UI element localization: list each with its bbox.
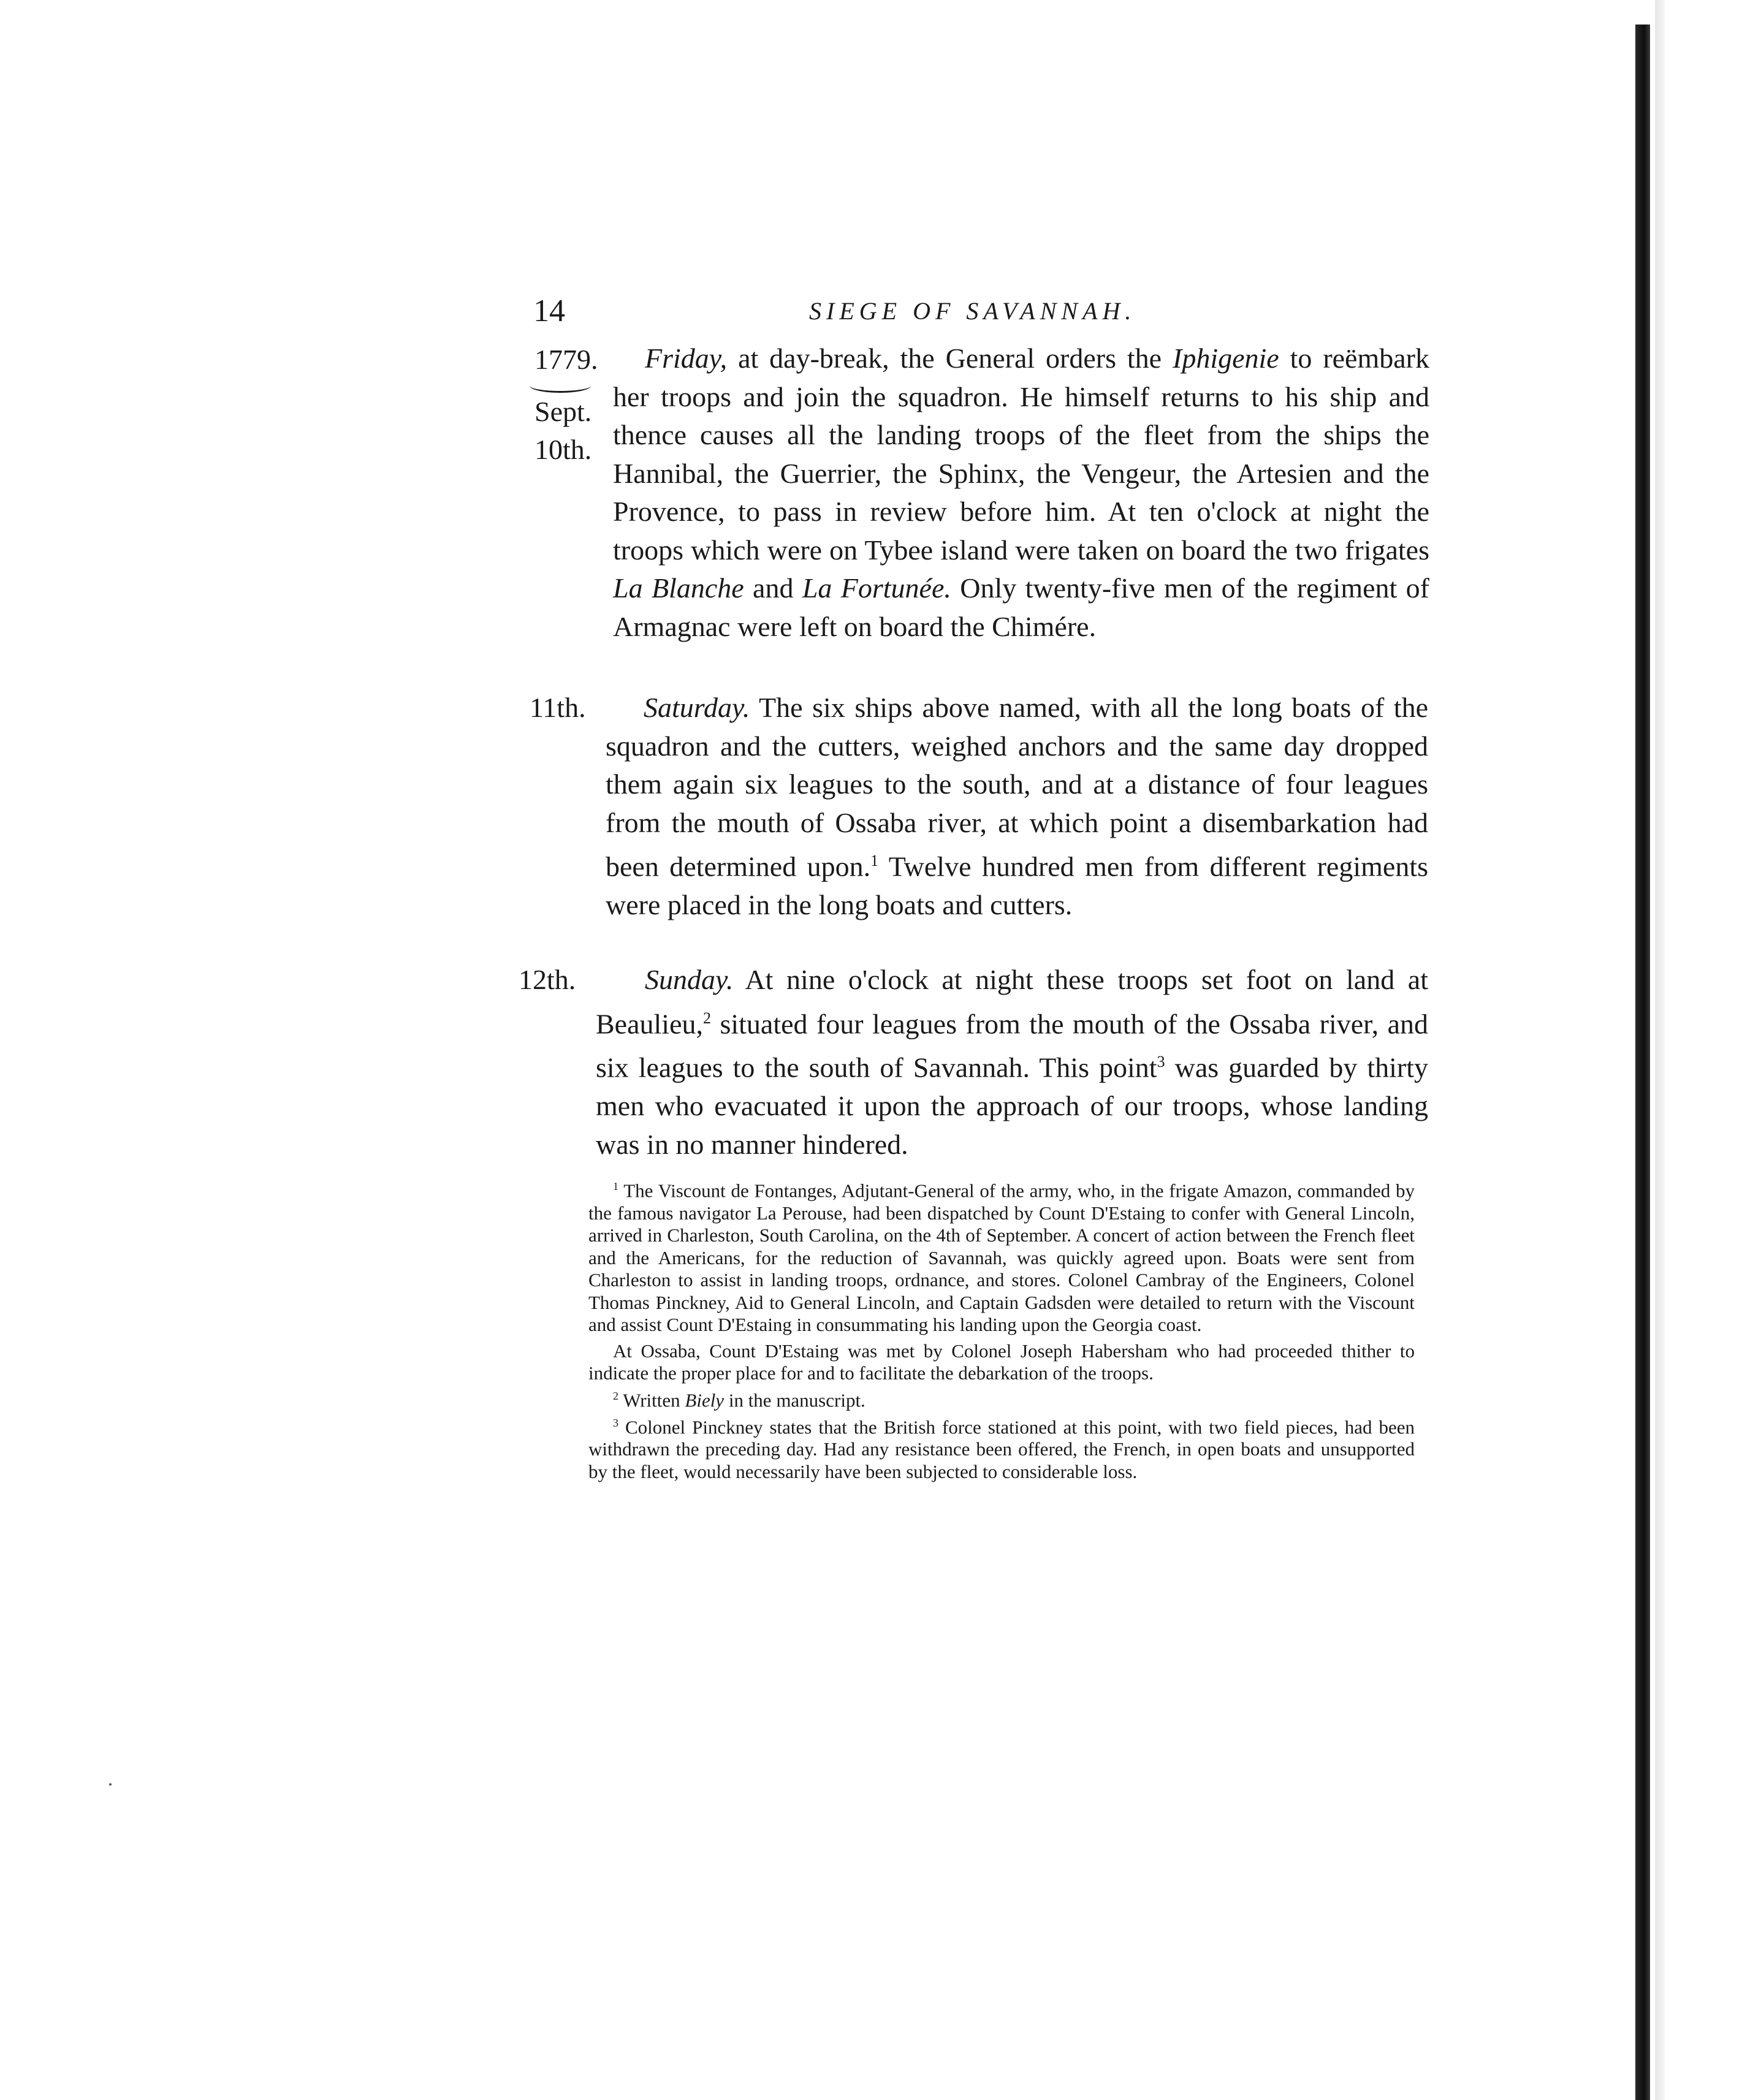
running-title: SIEGE OF SAVANNAH.: [809, 297, 1136, 325]
text-run: and: [744, 572, 802, 604]
italic-term: La Fortunée.: [802, 572, 951, 604]
entry-paragraph-11: [606, 689, 1428, 924]
margin-month: Sept.: [534, 396, 592, 427]
footnote-text: Colonel Pinckney states that the British force stationed at this point, with two field pieces, had been withdrawn the preceding day. Had any resistance been offered, the French, in open boats and unsupported by the fleet, would necessarily have been subjected to considerable loss.: [588, 1416, 1415, 1482]
running-head: [0, 293, 1742, 342]
footnote-text: At Ossaba, Count D'Estaing was met by Colonel Joseph Habersham who had proceeded thither to indicate the proper place for and to facilitate the debarkation of the troops.: [588, 1340, 1415, 1384]
day-of-week: Saturday.: [644, 692, 750, 723]
text-run: Twelve hundred men from different regiments were placed in the long boats and cutters.: [606, 851, 1429, 920]
footnote-mark: 3: [613, 1416, 618, 1429]
footnote-text: The Viscount de Fontanges, Adjutant-General of the army, who, in the frigate Amazon, commanded by the famous navigator La Perouse, had been dispatched by Count D'Estaing to confer with General Lincoln, arrived in Charleston, South Carolina, on the 4th of September. A concert of action between the French fleet and the Americans, for the reduction of Savannah, was quickly agreed upon. Boats were sent from Charleston to assist in landing troops, ordnance, and stores. Colonel Cambray of the Engineers, Colonel Thomas Pinckney, Aid to General Lincoln, and Captain Gadsden were detailed to return with the Viscount and assist Count D'Estaing in consummating his landing upon the Georgia coast.: [588, 1180, 1415, 1336]
text-run: situated four leagues from the mouth of the Ossaba river, and six leagues to the south of Savannah. This point: [596, 1007, 1428, 1083]
footnote-ref: 2: [703, 1009, 711, 1027]
text-run: was guarded by thirty men who evacuated it upon the approach of our troops, whose landing was in no manner hindered.: [596, 1052, 1428, 1160]
margin-day: 10th.: [534, 434, 592, 465]
footnote-mark: 1: [613, 1180, 618, 1192]
day-of-week: Friday,: [645, 343, 728, 374]
margin-day: 12th.: [519, 964, 576, 995]
text-run: At nine o'clock at night these troops set foot on land at Beaulieu,: [596, 964, 1428, 1039]
footnote-mark: 2: [613, 1389, 618, 1402]
footnote-ref: 1: [870, 852, 879, 870]
text-run: at day-break, the General orders the: [727, 343, 1173, 374]
entry-paragraph-sept-10: [613, 339, 1429, 646]
margin-brace: [530, 379, 591, 393]
margin-note-12: [519, 961, 576, 999]
footnote-italic: Biely: [685, 1389, 725, 1411]
margin-note-11: [530, 689, 586, 727]
footnote-3: [588, 1412, 1415, 1484]
margin-day: 11th.: [530, 692, 586, 723]
footnote-1-continued: [588, 1340, 1415, 1385]
italic-term: Iphigenie: [1173, 343, 1279, 374]
footnote-text: in the manuscript.: [724, 1389, 865, 1411]
scan-speck: [109, 1783, 112, 1786]
footnote-text: Written: [618, 1389, 685, 1411]
footnotes: [588, 1175, 1415, 1483]
day-of-week: Sunday.: [645, 964, 734, 995]
text-run: to reëmbark her troops and join the squadron. He himself returns to his ship and thence causes all the landing troops of the fleet from the ships the Hannibal, the Guerrier, the Sphinx, the Vengeur, the Artesien and the Provence, to pass in review before him. At ten o'clock at night the troops which were on Tybee island were taken on board the two frigates: [613, 343, 1429, 566]
text-run: The six ships above named, with all the long boats of the squadron and the cutters, weighed anchors and the same day dropped them again six leagues to the south, and at a distance of four leagues from the mouth of Ossaba river, at which point a disembarkation had been determined upon.: [606, 692, 1428, 882]
footnote-2: [588, 1385, 1415, 1412]
footnote-1: [588, 1175, 1415, 1336]
italic-term: La Blanche: [613, 572, 744, 604]
margin-note-sept-10: [534, 341, 598, 469]
footnote-ref: 3: [1157, 1053, 1165, 1071]
entry-paragraph-12: [596, 961, 1428, 1164]
margin-year: 1779.: [534, 344, 598, 375]
page-number: 14: [533, 294, 565, 328]
text-run: Only twenty-five men of the regiment of Armagnac were left on board the Chimére.: [613, 572, 1430, 642]
